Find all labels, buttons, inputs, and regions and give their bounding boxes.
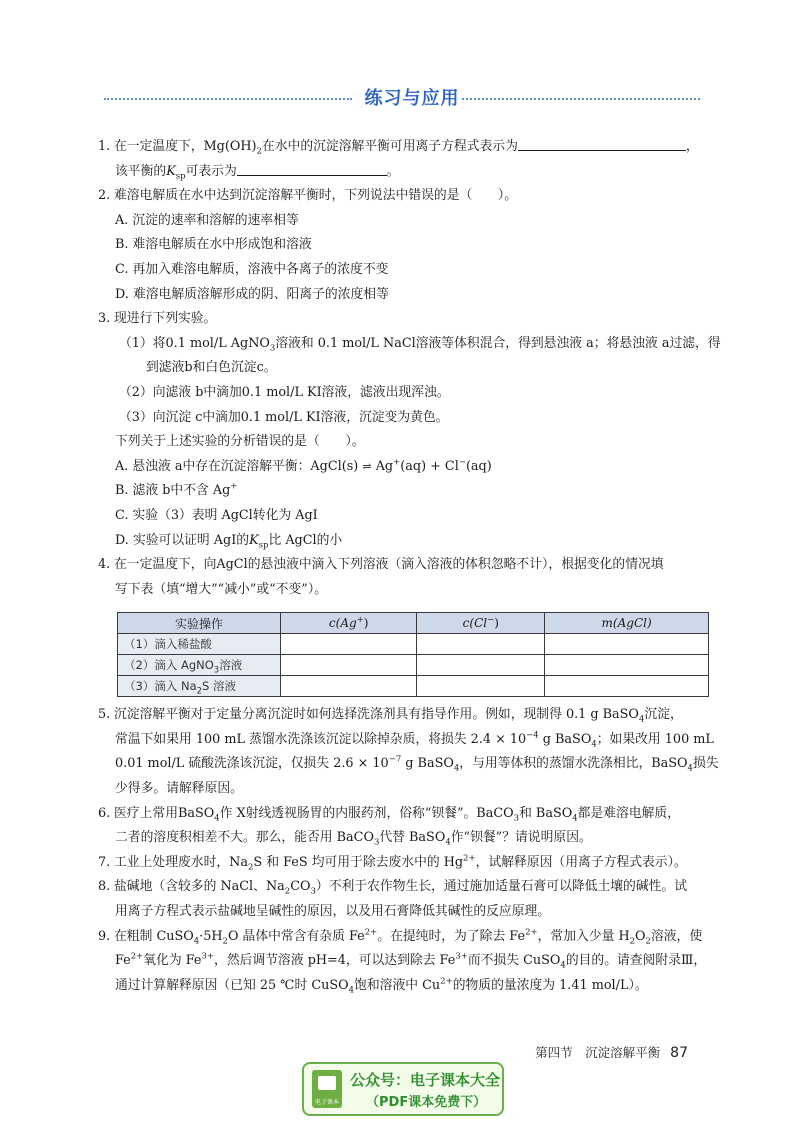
footer-section-title: 第四节 沉淀溶解平衡 [535, 1045, 661, 1060]
question-2-option-d: D. 难溶电解质溶解形成的阴、阳离子的浓度相等 [115, 286, 389, 302]
question-3-stem: 3. 现进行下列实验。 [98, 311, 217, 327]
question-2-stem: 2. 难溶电解质在水中达到沉淀溶解平衡时，下列说法中错误的是（ ）。 [98, 188, 518, 204]
logo-tag: 电子课本 [314, 1099, 339, 1106]
col-header-operation: 实验操作 [118, 613, 281, 634]
question-3-ask: 下列关于上述实验的分析错误的是（ ）。 [115, 434, 365, 450]
watermark-stamp [302, 1062, 504, 1116]
question-3-option-c: C. 实验（3）表明 AgCl转化为 AgI [115, 507, 318, 523]
question-2-option-c: C. 再加入难溶电解质，溶液中各离子的浓度不变 [115, 261, 389, 277]
book-logo-icon [312, 1070, 342, 1108]
question-3-step-1-cont: 到滤液b和白色沉淀c。 [146, 360, 277, 376]
question-4-table [117, 612, 709, 697]
question-8-line-2: 用离子方程式表示盐碱地呈碱性的原因，以及用石膏降低其碱性的反应原理。 [115, 904, 551, 920]
row-label: （2）滴入 AgNO$_3$溶液 [118, 655, 281, 676]
answer-cell[interactable] [417, 634, 545, 655]
answer-blank[interactable] [237, 161, 387, 176]
section-title: 练习与应用 [364, 88, 460, 109]
page-number: 87 [670, 1045, 688, 1061]
answer-cell[interactable] [545, 655, 709, 676]
col-header-c-cl: c(Cl−) [417, 613, 545, 634]
question-3-step-3: （3）向沉淀 c中滴加0.1 mol/L KI溶液，沉淀变为黄色。 [119, 409, 449, 425]
question-3-option-d: D. 实验可以证明 AgI的$K_{sp}$比 AgCl的小 [115, 532, 343, 551]
header-dotted-rule-left [104, 98, 352, 100]
question-5-line-4: 少得多。请解释原因。 [115, 781, 243, 797]
answer-blank[interactable] [518, 136, 686, 151]
page-footer [535, 1043, 688, 1061]
question-5-line-2: 常温下如果用 100 mL 蒸馏水洗涤该沉淀以除掉杂质，将损失 $2.4 \times 10^{-4}$ g BaSO$_4$；如果改用 100 mL [115, 730, 714, 750]
answer-cell[interactable] [545, 634, 709, 655]
table-header-row [118, 613, 709, 634]
answer-cell[interactable] [281, 634, 417, 655]
question-7: 7. 工业上处理废水时，$Na_2S$ 和 FeS 均可用于除去废水中的 $Hg^{2+}$，试解释原因（用离子方程式表示）。 [98, 853, 687, 873]
question-6-line-1: 6. 医疗上常用BaSO$_4$作 X射线透视肠胃的内服药剂，俗称“钡餐”。BaCO$_3$和 BaSO$_4$都是难溶电解质， [98, 805, 681, 824]
question-3-step-1: （1）将0.1 mol/L AgNO$_3$溶液和 0.1 mol/L NaCl溶液等体积混合，得到悬浊液 a；将悬浊液 a过滤，得 [119, 335, 721, 354]
stamp-line-2: （PDF课本免费下） [366, 1095, 487, 1110]
table-row [118, 634, 709, 655]
answer-cell[interactable] [281, 676, 417, 697]
col-header-m-agcl: m(AgCl) [545, 613, 709, 634]
equilibrium-arrow-icon: ⇌ [362, 459, 372, 473]
question-3-step-2: （2）向滤液 b中滴加0.1 mol/L KI溶液，滤液出现浑浊。 [119, 384, 450, 400]
question-9-line-3: 通过计算解释原因（已知 25 ℃时 CuSO$_4$饱和溶液中 $Cu^{2+}$的物质的量浓度为 1.41 mol/L）。 [115, 976, 648, 996]
question-4-line-2: 写下表（填“增大”“减小”或“不变”）。 [115, 581, 328, 597]
question-6-line-2: 二者的溶度积相差不大。那么，能否用 BaCO$_3$代替 BaSO$_4$作“钡餐”？请说明原因。 [115, 830, 592, 848]
question-1-line-2: 该平衡的$K_{sp}$可表示为 。 [98, 160, 713, 185]
question-2-option-a: A. 沉淀的速率和溶解的速率相等 [115, 212, 299, 228]
answer-cell[interactable] [417, 676, 545, 697]
row-label: （3）滴入 $Na_2S$ 溶液 [118, 676, 281, 697]
question-8-line-1: 8. 盐碱地（含较多的 NaCl、$Na_2CO_3$）不利于农作物生长，通过施加适量石膏可以降低土壤的碱性。试 [98, 879, 688, 897]
question-9-line-2: $Fe^{2+}$氧化为 $Fe^{3+}$，然后调节溶液 pH=4，可以达到除去 $Fe^{3+}$而不损失 CuSO$_4$的目的。请查阅附录Ⅲ， [115, 951, 707, 971]
table-row [118, 655, 709, 676]
exercise-list [98, 135, 721, 998]
book-icon [318, 1076, 336, 1090]
question-3-option-a: A. 悬浊液 a中存在沉淀溶解平衡：AgCl(s) ⇌ Ag+(aq) + Cl−(aq) [115, 457, 492, 474]
question-5-line-3: 0.01 mol/L 硫酸洗涤该沉淀，仅损失 $2.6 \times 10^{-7}$ g BaSO$_4$，与用等体积的蒸馏水洗涤相比，BaSO$_4$损失 [115, 755, 719, 775]
question-9-line-1: 9. 在粗制 $CuSO_4\cdot 5H_2O$ 晶体中常含有杂质 $Fe^{2+}$。在提纯时，为了除去 $Fe^{2+}$，常加入少量 $H_2O_2$溶液，使 [98, 927, 703, 947]
stamp-line-1: 公众号：电子课本大全 [350, 1071, 501, 1089]
header-dotted-rule-right [462, 98, 700, 100]
answer-cell[interactable] [417, 655, 545, 676]
question-5-line-1: 5. 沉淀溶解平衡对于定量分离沉淀时如何选择洗涤剂具有指导作用。例如，现制得 0.1 g BaSO$_4$沉淀， [98, 707, 683, 725]
col-header-c-ag: c(Ag+) [281, 613, 417, 634]
question-2-option-b: B. 难溶电解质在水中形成饱和溶液 [115, 237, 312, 253]
question-3-option-b: B. 滤液 b中不含 Ag+ [115, 482, 238, 499]
row-label: （1）滴入稀盐酸 [118, 634, 281, 655]
answer-cell[interactable] [545, 676, 709, 697]
question-4-line-1: 4. 在一定温度下，向AgCl的悬浊液中滴入下列溶液（滴入溶液的体积忽略不计），根据变化的情况填 [98, 557, 664, 573]
section-header [100, 84, 700, 114]
question-4-table-wrap [117, 612, 713, 697]
answer-cell[interactable] [281, 655, 417, 676]
question-1-line-1: 1. 在一定温度下，$Mg(OH)_2$在水中的沉淀溶解平衡可用离子方程式表示为 ， [98, 135, 713, 160]
table-row [118, 676, 709, 697]
